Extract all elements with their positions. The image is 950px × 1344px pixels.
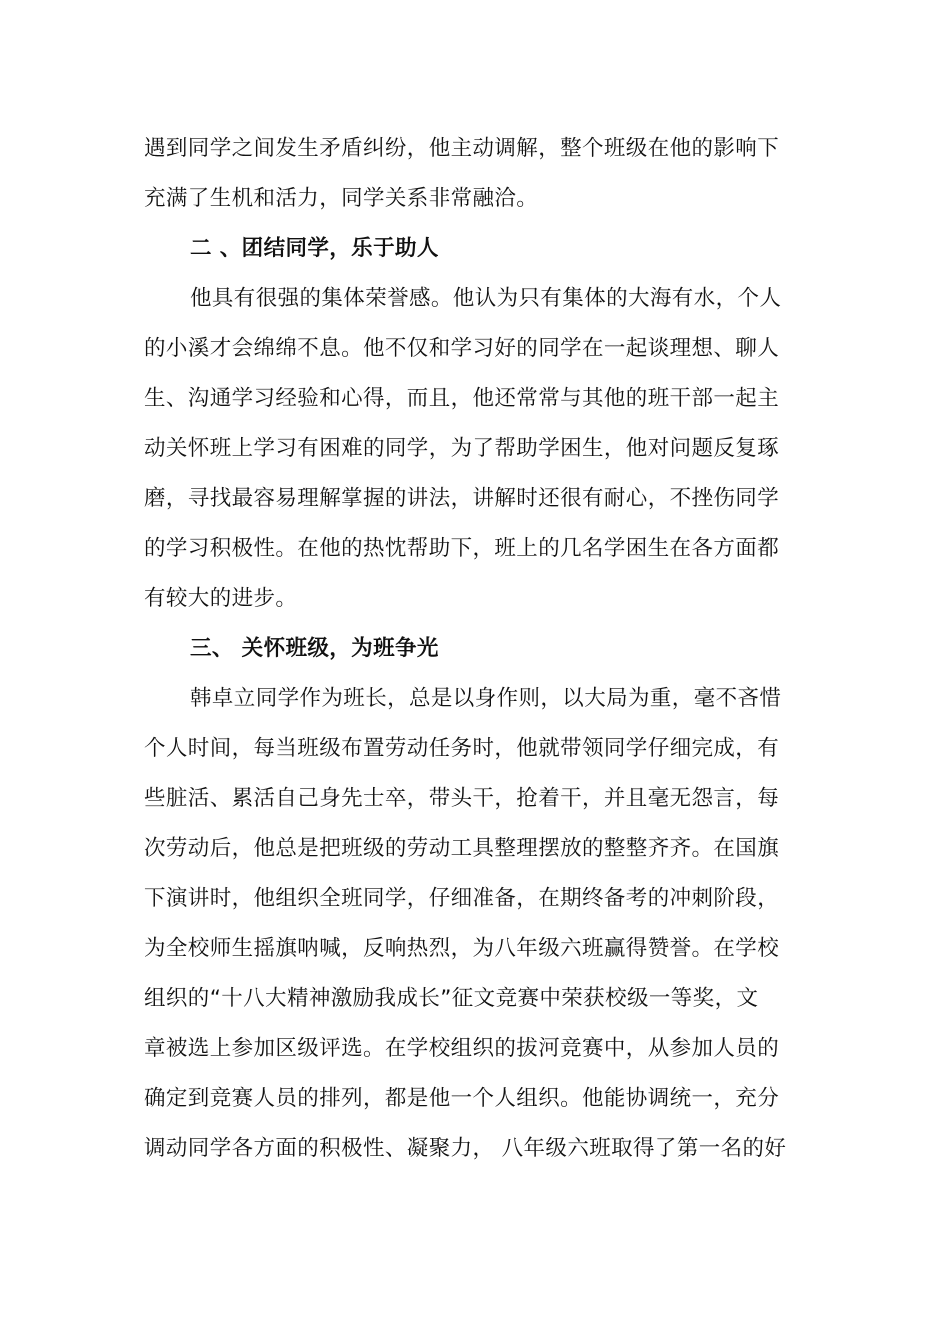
body-text-line: 动关怀班上学习有困难的同学，为了帮助学困生，他对问题反复琢	[144, 436, 780, 461]
body-text-line: 调动同学各方面的积极性、凝聚力， 八年级六班取得了第一名的好	[144, 1136, 787, 1161]
body-text-line: 生、沟通学习经验和心得，而且，他还常常与其他的班干部一起主	[144, 386, 780, 411]
section-heading: 二 、团结同学，乐于助人	[190, 236, 439, 261]
body-text-line: 充满了生机和活力，同学关系非常融洽。	[144, 186, 539, 211]
body-text-line: 次劳动后，他总是把班级的劳动工具整理摆放的整整齐齐。在国旗	[144, 836, 780, 861]
body-text-line: 为全校师生摇旗呐喊，反响热烈，为八年级六班赢得赞誉。在学校	[144, 936, 780, 961]
body-text-line: 章被选上参加区级评选。在学校组织的拔河竞赛中，从参加人员的	[144, 1036, 780, 1061]
body-text-line: 遇到同学之间发生矛盾纠纷，他主动调解，整个班级在他的影响下	[144, 136, 780, 161]
body-text-line: 的小溪才会绵绵不息。他不仅和学习好的同学在一起谈理想、聊人	[144, 336, 780, 361]
body-text-line: 有较大的进步。	[144, 586, 298, 611]
body-text-line: 组织的“十八大精神激励我成长”征文竞赛中荣获校级一等奖，文	[144, 986, 759, 1011]
body-text-line: 韩卓立同学作为班长，总是以身作则，以大局为重，毫不吝惜	[190, 686, 782, 711]
body-text-line: 磨，寻找最容易理解掌握的讲法，讲解时还很有耐心，不挫伤同学	[144, 486, 780, 511]
body-text-line: 个人时间，每当班级布置劳动任务时，他就带领同学仔细完成，有	[144, 736, 780, 761]
section-heading: 三、 关怀班级，为班争光	[190, 636, 439, 661]
body-text-line: 些脏活、累活自己身先士卒，带头干，抢着干，并且毫无怨言，每	[144, 786, 780, 811]
body-text-line: 他具有很强的集体荣誉感。他认为只有集体的大海有水，个人	[190, 286, 782, 311]
body-text-line: 的学习积极性。在他的热忱帮助下，班上的几名学困生在各方面都	[144, 536, 780, 561]
body-text-line: 下演讲时，他组织全班同学，仔细准备，在期终备考的冲刺阶段，	[144, 886, 780, 911]
body-text-line: 确定到竞赛人员的排列，都是他一个人组织。他能协调统一，充分	[144, 1086, 780, 1111]
